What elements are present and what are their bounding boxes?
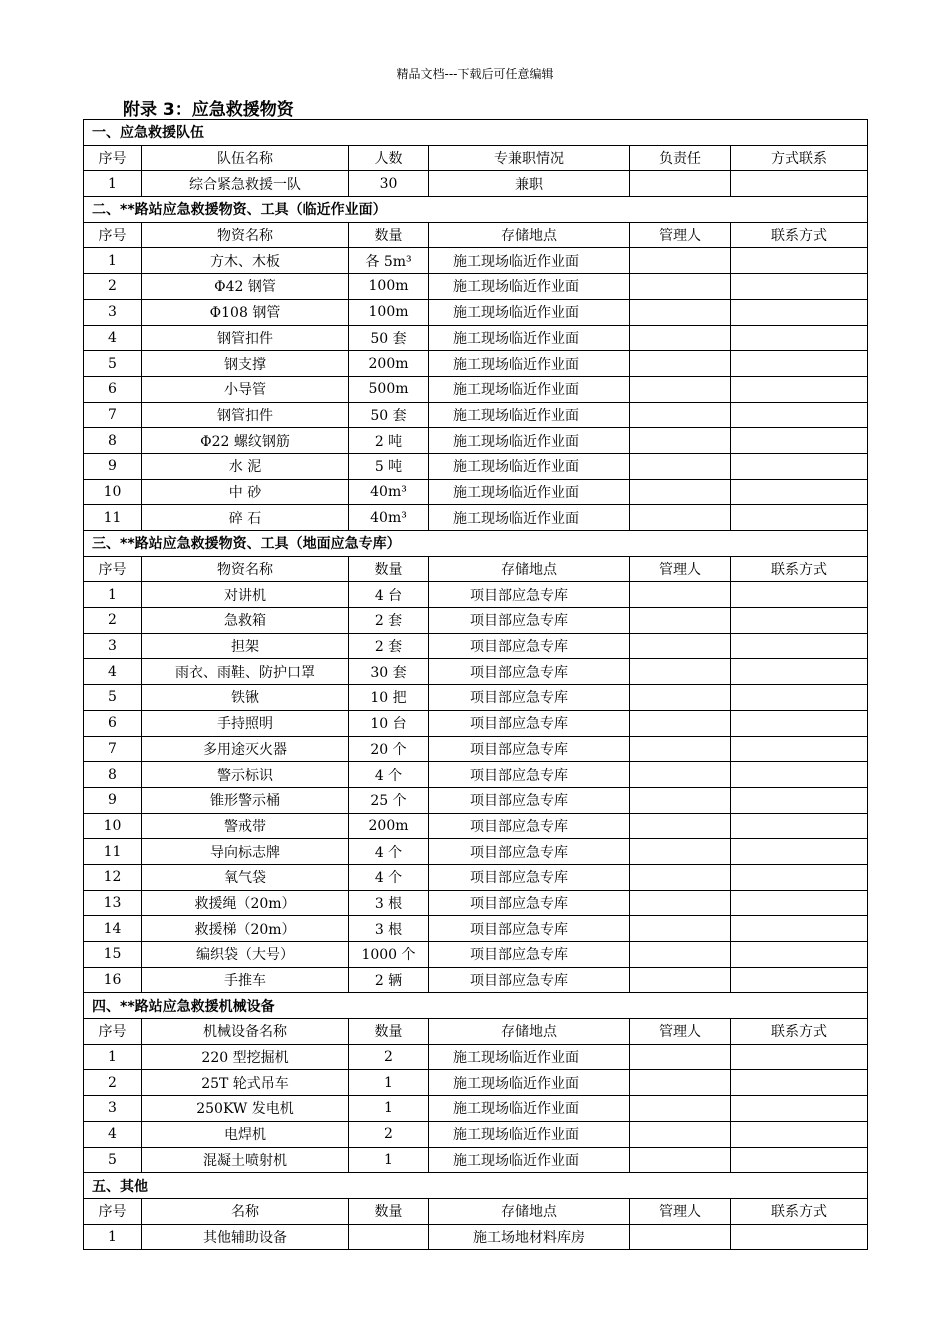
column-header: 序号 (84, 1019, 142, 1045)
table-cell: 中 砂 (142, 479, 349, 505)
column-header: 数量 (349, 222, 429, 248)
table-cell (731, 659, 868, 685)
table-cell (630, 351, 731, 377)
table-cell (630, 787, 731, 813)
table-cell: 2 吨 (349, 428, 429, 454)
table-cell: 6 (84, 376, 142, 402)
column-header: 存储地点 (429, 1198, 630, 1224)
table-cell: 小导管 (142, 376, 349, 402)
column-header: 物资名称 (142, 222, 349, 248)
table-row (84, 325, 868, 351)
table-cell: 项目部应急专库 (429, 659, 630, 685)
table-row (84, 479, 868, 505)
column-header: 序号 (84, 1198, 142, 1224)
section-title: 五、其他 (84, 1173, 868, 1199)
column-header: 存储地点 (429, 222, 630, 248)
table-cell (731, 1147, 868, 1173)
column-header: 存储地点 (429, 556, 630, 582)
table-cell: 7 (84, 402, 142, 428)
column-header: 管理人 (630, 556, 731, 582)
table-cell (630, 428, 731, 454)
section-title-row (84, 1173, 868, 1199)
table-cell: 施工现场临近作业面 (429, 351, 630, 377)
table-cell: 9 (84, 453, 142, 479)
table-row (84, 1070, 868, 1096)
table-cell (630, 1044, 731, 1070)
table-cell: 项目部应急专库 (429, 582, 630, 608)
table-cell (731, 171, 868, 197)
table-cell (630, 479, 731, 505)
table-cell (630, 813, 731, 839)
table-cell: 8 (84, 428, 142, 454)
table-cell (630, 1224, 731, 1250)
table-cell: 项目部应急专库 (429, 633, 630, 659)
column-header: 联系方式 (731, 1019, 868, 1045)
table-cell (731, 453, 868, 479)
column-header: 数量 (349, 1019, 429, 1045)
table-cell: 30 套 (349, 659, 429, 685)
table-cell: Φ22 螺纹钢筋 (142, 428, 349, 454)
table-cell: 2 (84, 608, 142, 634)
table-cell (731, 428, 868, 454)
section-title: 一、应急救援队伍 (84, 120, 868, 146)
table-cell (630, 1147, 731, 1173)
table-cell: 50 套 (349, 402, 429, 428)
table-cell: 4 (84, 659, 142, 685)
table-cell: 14 (84, 916, 142, 942)
table-cell: 钢支撑 (142, 351, 349, 377)
table-cell (630, 762, 731, 788)
table-row (84, 787, 868, 813)
table-cell (731, 376, 868, 402)
table-cell (630, 685, 731, 711)
table-cell: 5 吨 (349, 453, 429, 479)
table-cell: 施工现场临近作业面 (429, 299, 630, 325)
table-cell (731, 608, 868, 634)
table-cell: 3 (84, 299, 142, 325)
table-cell: 40m³ (349, 479, 429, 505)
column-header: 序号 (84, 556, 142, 582)
table-cell: 兼职 (429, 171, 630, 197)
table-cell: 3 根 (349, 916, 429, 942)
table-cell: 6 (84, 710, 142, 736)
table-cell: 2 套 (349, 608, 429, 634)
table-cell: 各 5m³ (349, 248, 429, 274)
table-cell: 2 (84, 274, 142, 300)
table-cell (731, 505, 868, 531)
column-header: 负责任 (630, 145, 731, 171)
table-cell: 项目部应急专库 (429, 916, 630, 942)
table-cell (731, 1070, 868, 1096)
table-cell (731, 633, 868, 659)
table-header-row (84, 145, 868, 171)
table-cell (731, 685, 868, 711)
table-cell: 100m (349, 299, 429, 325)
table-cell: Φ42 钢管 (142, 274, 349, 300)
table-row (84, 608, 868, 634)
section-title-row (84, 197, 868, 223)
table-cell: 9 (84, 787, 142, 813)
table-cell: 5 (84, 685, 142, 711)
table-cell: 40m³ (349, 505, 429, 531)
table-cell (731, 967, 868, 993)
table-cell (630, 453, 731, 479)
table-row (84, 967, 868, 993)
table-cell (630, 505, 731, 531)
column-header: 联系方式 (731, 556, 868, 582)
table-header-row (84, 222, 868, 248)
table-row (84, 633, 868, 659)
table-cell (731, 248, 868, 274)
section-title: 四、**路站应急救援机械设备 (84, 993, 868, 1019)
table-cell: 200m (349, 813, 429, 839)
table-row (84, 1121, 868, 1147)
document-title: 附录 3：应急救援物资 (123, 100, 294, 120)
table-cell: 钢管扣件 (142, 325, 349, 351)
table-cell: 其他辅助设备 (142, 1224, 349, 1250)
table-cell: 13 (84, 890, 142, 916)
table-cell: 救援梯（20m） (142, 916, 349, 942)
table-cell (731, 299, 868, 325)
table-cell: 11 (84, 505, 142, 531)
table-cell: 500m (349, 376, 429, 402)
table-cell: 1 (84, 248, 142, 274)
table-cell (731, 839, 868, 865)
table-cell: 25 个 (349, 787, 429, 813)
table-cell: 1 (84, 1224, 142, 1250)
table-row (84, 710, 868, 736)
table-row (84, 1224, 868, 1250)
table-cell: 导向标志牌 (142, 839, 349, 865)
table-cell (630, 171, 731, 197)
table-cell (731, 274, 868, 300)
table-cell: 编织袋（大号） (142, 942, 349, 968)
column-header: 方式联系 (731, 145, 868, 171)
table-cell (731, 787, 868, 813)
table-cell: 1000 个 (349, 942, 429, 968)
table-cell: 项目部应急专库 (429, 813, 630, 839)
section-title: 二、**路站应急救援物资、工具（临近作业面） (84, 197, 868, 223)
table-cell: 30 (349, 171, 429, 197)
column-header: 序号 (84, 222, 142, 248)
table-cell: 手持照明 (142, 710, 349, 736)
table-row (84, 171, 868, 197)
table-cell: 急救箱 (142, 608, 349, 634)
table-header-row (84, 1019, 868, 1045)
table-cell: 混凝土喷射机 (142, 1147, 349, 1173)
table-cell: 施工场地材料库房 (429, 1224, 630, 1250)
table-cell: 项目部应急专库 (429, 942, 630, 968)
table-cell: 200m (349, 351, 429, 377)
page-header-note: 精品文档---下载后可任意编辑 (396, 67, 554, 81)
table-cell (731, 582, 868, 608)
column-header: 联系方式 (731, 222, 868, 248)
table-cell (731, 1096, 868, 1122)
table-cell: 施工现场临近作业面 (429, 1044, 630, 1070)
table-cell (630, 1121, 731, 1147)
table-row (84, 582, 868, 608)
table-cell: 项目部应急专库 (429, 864, 630, 890)
table-cell: 手推车 (142, 967, 349, 993)
table-cell: 碎 石 (142, 505, 349, 531)
table-cell: 项目部应急专库 (429, 839, 630, 865)
table-cell (349, 1224, 429, 1250)
table-cell: 25T 轮式吊车 (142, 1070, 349, 1096)
table-cell: 12 (84, 864, 142, 890)
table-cell: 1 (84, 171, 142, 197)
table-cell (630, 736, 731, 762)
table-row (84, 1096, 868, 1122)
table-cell: 电焊机 (142, 1121, 349, 1147)
table-cell: 对讲机 (142, 582, 349, 608)
table-cell: 项目部应急专库 (429, 787, 630, 813)
table-cell: 1 (349, 1070, 429, 1096)
table-cell: 2 套 (349, 633, 429, 659)
table-cell: 1 (349, 1096, 429, 1122)
table-cell: 20 个 (349, 736, 429, 762)
column-header: 联系方式 (731, 1198, 868, 1224)
table-cell (731, 762, 868, 788)
table-row (84, 1044, 868, 1070)
table-cell (731, 864, 868, 890)
table-cell: 施工现场临近作业面 (429, 376, 630, 402)
table-cell: 2 (84, 1070, 142, 1096)
table-cell: 7 (84, 736, 142, 762)
table-cell: 多用途灭火器 (142, 736, 349, 762)
table-cell (731, 402, 868, 428)
table-cell: 1 (349, 1147, 429, 1173)
table-cell: 1 (84, 1044, 142, 1070)
column-header: 机械设备名称 (142, 1019, 349, 1045)
table-cell (731, 710, 868, 736)
table-cell (731, 736, 868, 762)
table-row (84, 736, 868, 762)
table-cell: 4 个 (349, 839, 429, 865)
column-header: 存储地点 (429, 1019, 630, 1045)
table-cell: 警戒带 (142, 813, 349, 839)
table-cell: 8 (84, 762, 142, 788)
section-title-row (84, 120, 868, 146)
table-cell: 施工现场临近作业面 (429, 402, 630, 428)
table-cell: 10 (84, 479, 142, 505)
table-cell: 铁锹 (142, 685, 349, 711)
table-row (84, 351, 868, 377)
table-cell (731, 1121, 868, 1147)
table-cell: 10 把 (349, 685, 429, 711)
table-row (84, 1147, 868, 1173)
table-cell (630, 325, 731, 351)
table-cell: 雨衣、雨鞋、防护口罩 (142, 659, 349, 685)
table-cell: 3 (84, 633, 142, 659)
table-cell (731, 479, 868, 505)
table-cell: 施工现场临近作业面 (429, 1070, 630, 1096)
table-row (84, 916, 868, 942)
table-row (84, 248, 868, 274)
table-cell: 项目部应急专库 (429, 685, 630, 711)
table-cell: 施工现场临近作业面 (429, 453, 630, 479)
table-cell: 10 台 (349, 710, 429, 736)
table-cell (630, 839, 731, 865)
table-cell (630, 402, 731, 428)
table-row (84, 762, 868, 788)
table-cell (630, 1096, 731, 1122)
table-cell: 锥形警示桶 (142, 787, 349, 813)
table-cell: 4 个 (349, 864, 429, 890)
table-cell: 项目部应急专库 (429, 736, 630, 762)
column-header: 名称 (142, 1198, 349, 1224)
table-cell: 施工现场临近作业面 (429, 1147, 630, 1173)
table-cell: 施工现场临近作业面 (429, 1121, 630, 1147)
table-row (84, 864, 868, 890)
table-cell: 救援绳（20m） (142, 890, 349, 916)
column-header: 队伍名称 (142, 145, 349, 171)
table-cell: 施工现场临近作业面 (429, 505, 630, 531)
table-cell: 50 套 (349, 325, 429, 351)
table-cell: 施工现场临近作业面 (429, 274, 630, 300)
table-row (84, 274, 868, 300)
table-cell: 综合紧急救援一队 (142, 171, 349, 197)
table-cell: 项目部应急专库 (429, 608, 630, 634)
table-cell: 2 (349, 1121, 429, 1147)
table-cell: 4 台 (349, 582, 429, 608)
table-cell: 氧气袋 (142, 864, 349, 890)
table-cell (630, 299, 731, 325)
table-cell (630, 608, 731, 634)
table-cell: 水 泥 (142, 453, 349, 479)
table-cell: 4 (84, 1121, 142, 1147)
column-header: 管理人 (630, 222, 731, 248)
table-row (84, 839, 868, 865)
emergency-supplies-table (83, 119, 868, 1250)
table-cell: 11 (84, 839, 142, 865)
table-cell: 钢管扣件 (142, 402, 349, 428)
table-cell (630, 659, 731, 685)
table-cell: 担架 (142, 633, 349, 659)
table-cell: 5 (84, 1147, 142, 1173)
table-cell (731, 890, 868, 916)
table-header-row (84, 1198, 868, 1224)
table-row (84, 942, 868, 968)
column-header: 数量 (349, 556, 429, 582)
table-cell (731, 1224, 868, 1250)
table-cell: 项目部应急专库 (429, 890, 630, 916)
table-cell: 施工现场临近作业面 (429, 1096, 630, 1122)
table-cell (731, 1044, 868, 1070)
table-cell (630, 890, 731, 916)
table-cell (630, 633, 731, 659)
table-cell (630, 916, 731, 942)
table-row (84, 453, 868, 479)
table-cell (731, 351, 868, 377)
table-cell: 100m (349, 274, 429, 300)
table-cell (630, 864, 731, 890)
table-cell: 施工现场临近作业面 (429, 428, 630, 454)
table-cell: 警示标识 (142, 762, 349, 788)
table-cell: 2 (349, 1044, 429, 1070)
section-title-row (84, 531, 868, 557)
table-row (84, 890, 868, 916)
table-cell (630, 710, 731, 736)
table-cell (630, 967, 731, 993)
table-cell (731, 325, 868, 351)
table-cell: 2 辆 (349, 967, 429, 993)
table-row (84, 376, 868, 402)
table-cell: Φ108 钢管 (142, 299, 349, 325)
column-header: 专兼职情况 (429, 145, 630, 171)
column-header: 序号 (84, 145, 142, 171)
table-row (84, 428, 868, 454)
table-cell: 施工现场临近作业面 (429, 248, 630, 274)
table-cell (630, 376, 731, 402)
table-row (84, 402, 868, 428)
table-row (84, 505, 868, 531)
table-cell: 1 (84, 582, 142, 608)
table-row (84, 299, 868, 325)
section-title-row (84, 993, 868, 1019)
column-header: 管理人 (630, 1198, 731, 1224)
table-row (84, 659, 868, 685)
table-header-row (84, 556, 868, 582)
table-cell: 5 (84, 351, 142, 377)
table-cell (731, 916, 868, 942)
table-cell: 10 (84, 813, 142, 839)
table-cell: 4 个 (349, 762, 429, 788)
table-cell: 3 根 (349, 890, 429, 916)
column-header: 数量 (349, 1198, 429, 1224)
table-cell (731, 813, 868, 839)
section-title: 三、**路站应急救援物资、工具（地面应急专库） (84, 531, 868, 557)
table-cell: 项目部应急专库 (429, 967, 630, 993)
table-cell (731, 942, 868, 968)
table-row (84, 685, 868, 711)
table-cell (630, 1070, 731, 1096)
table-cell: 16 (84, 967, 142, 993)
table-cell (630, 274, 731, 300)
table-cell: 项目部应急专库 (429, 762, 630, 788)
column-header: 物资名称 (142, 556, 349, 582)
table-cell (630, 248, 731, 274)
column-header: 管理人 (630, 1019, 731, 1045)
table-cell: 15 (84, 942, 142, 968)
table-cell: 3 (84, 1096, 142, 1122)
table-row (84, 813, 868, 839)
table-cell: 施工现场临近作业面 (429, 325, 630, 351)
table-cell: 项目部应急专库 (429, 710, 630, 736)
table-cell (630, 942, 731, 968)
table-cell: 250KW 发电机 (142, 1096, 349, 1122)
table-cell: 4 (84, 325, 142, 351)
table-cell (630, 582, 731, 608)
table-cell: 方木、木板 (142, 248, 349, 274)
column-header: 人数 (349, 145, 429, 171)
table-cell: 220 型挖掘机 (142, 1044, 349, 1070)
table-cell: 施工现场临近作业面 (429, 479, 630, 505)
